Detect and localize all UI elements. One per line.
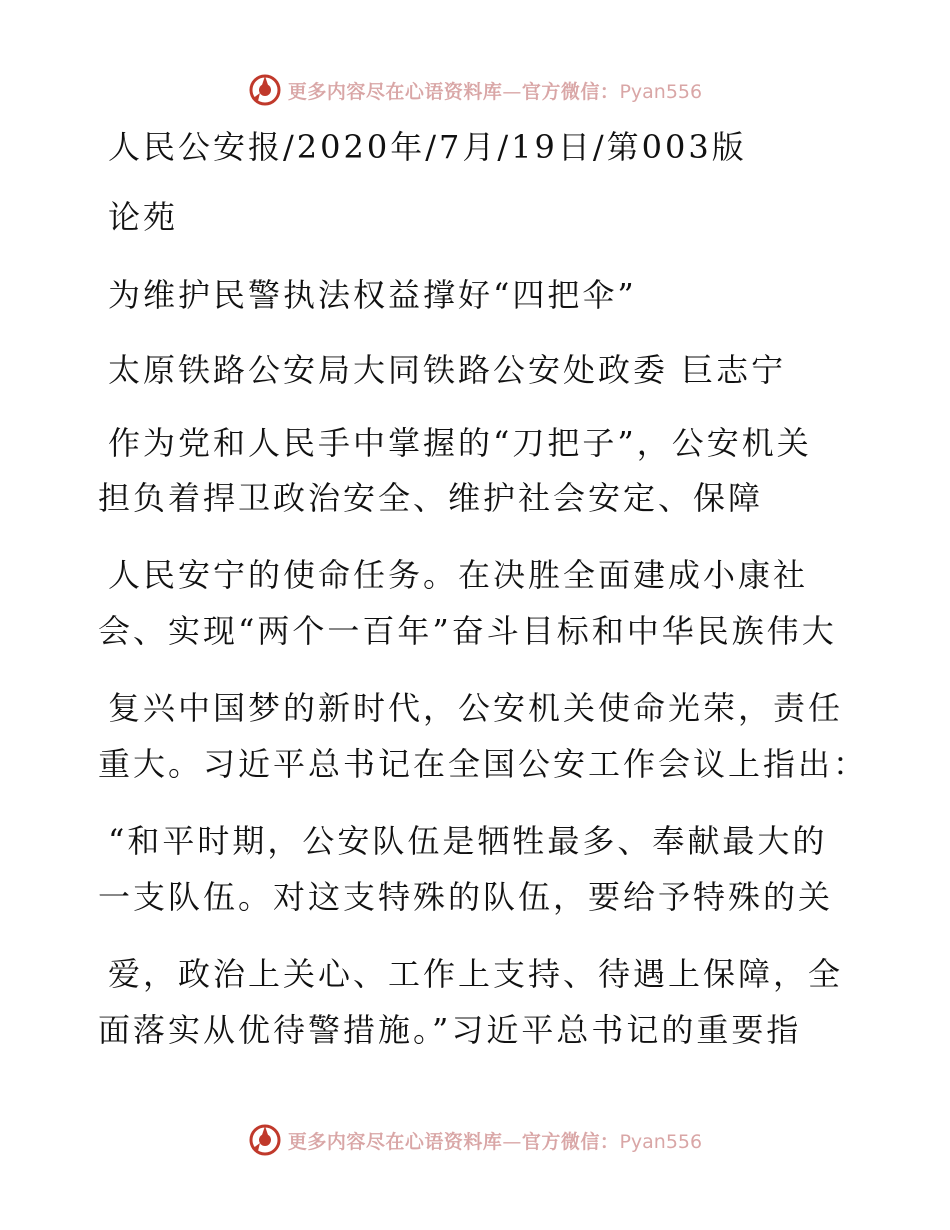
brand-logo-icon — [248, 1123, 282, 1157]
article-author: 太原铁路公安局大同铁路公安处政委 巨志宁 — [108, 351, 787, 389]
body-line: 担负着捍卫政治安全、维护社会安定、保障 — [98, 479, 764, 517]
body-line: 重大。习近平总书记在全国公安工作会议上指出： — [98, 745, 869, 783]
body-line: 会、实现“两个一百年”奋斗目标和中华民族伟大 — [98, 612, 837, 650]
body-line: 复兴中国梦的新时代，公安机关使命光荣，责任 — [108, 689, 844, 727]
watermark-footer — [0, 1120, 950, 1160]
watermark-text: 更多内容尽在心语资料库—官方微信：Pyan556 — [287, 1130, 703, 1153]
body-line: “和平时期，公安队伍是牺牲最多、奉献最大的 — [108, 822, 828, 860]
body-line: 作为党和人民手中掌握的“刀把子”，公安机关 — [108, 424, 812, 462]
article-title: 为维护民警执法权益撑好“四把伞” — [108, 276, 637, 314]
body-line: 人民安宁的使命任务。在决胜全面建成小康社 — [108, 556, 809, 594]
body-line: 面落实从优待警措施。”习近平总书记的重要指 — [98, 1011, 802, 1049]
watermark-text: 更多内容尽在心语资料库—官方微信：Pyan556 — [287, 80, 703, 103]
column-name: 论苑 — [108, 198, 179, 236]
body-line: 一支队伍。对这支特殊的队伍，要给予特殊的关 — [98, 878, 834, 916]
watermark-header — [0, 70, 950, 110]
brand-logo-icon — [248, 73, 282, 107]
body-line: 爱，政治上关心、工作上支持、待遇上保障，全 — [108, 955, 844, 993]
source-line: 人民公安报/2020年/7月/19日/第003版 — [108, 128, 747, 166]
